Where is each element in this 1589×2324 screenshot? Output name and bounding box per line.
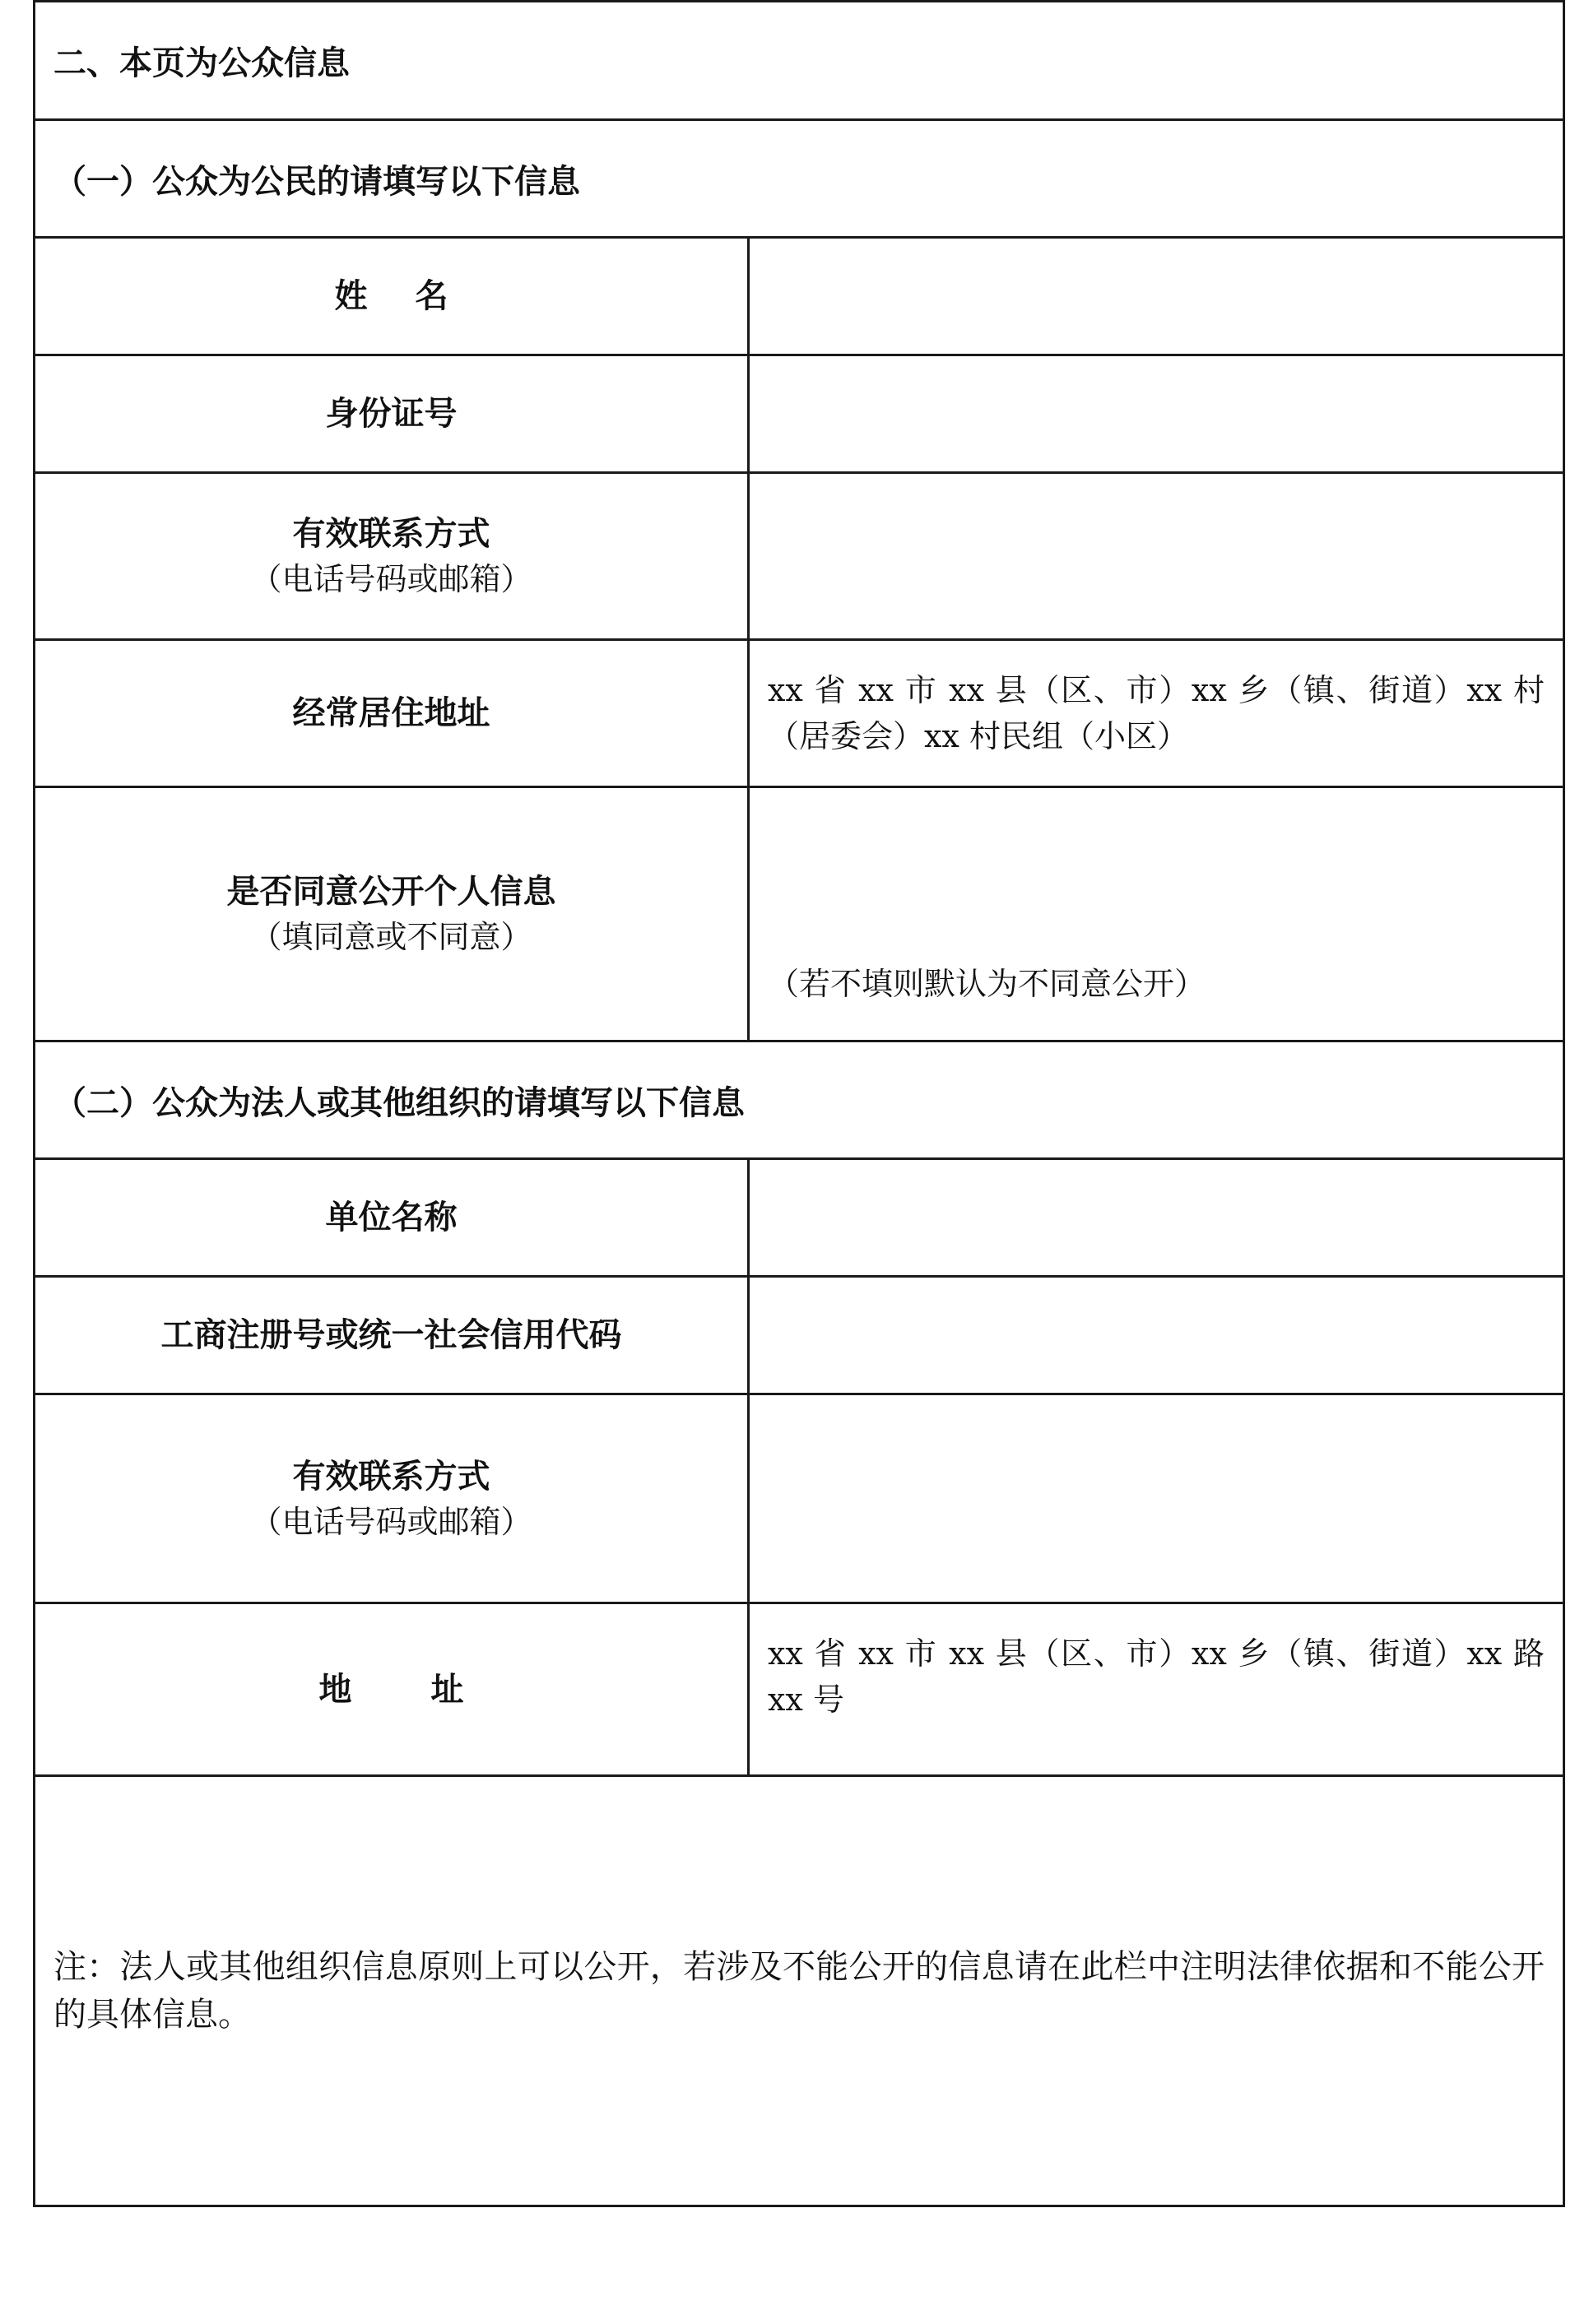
org-heading: （二）公众为法人或其他组织的请填写以下信息 — [35, 1041, 1564, 1159]
citizen-id-field[interactable] — [749, 355, 1564, 473]
org-reg-label: 工商注册号或统一社会信用代码 — [160, 1315, 622, 1354]
citizen-consent-label: 是否同意公开个人信息 — [226, 872, 556, 911]
citizen-consent-label-cell — [35, 787, 749, 1041]
org-address-field[interactable]: xx 省 xx 市 xx 县（区、市）xx 乡（镇、街道）xx 路 xx 号 — [749, 1603, 1564, 1776]
citizen-contact-label: 有效联系方式 — [292, 514, 490, 553]
org-address-label-cell — [35, 1603, 749, 1776]
citizen-consent-sublabel: （填同意或不同意） — [250, 919, 532, 955]
citizen-contact-label-cell — [35, 473, 749, 640]
public-info-form — [33, 0, 1565, 2207]
citizen-contact-field[interactable] — [749, 473, 1564, 640]
citizen-name-label: 姓名 — [334, 276, 496, 315]
citizen-id-label-cell — [35, 355, 749, 473]
org-contact-sublabel: （电话号码或邮箱） — [250, 1503, 532, 1540]
citizen-contact-sublabel: （电话号码或邮箱） — [250, 561, 532, 597]
org-unit-label-cell — [35, 1159, 749, 1277]
citizen-heading: （一）公众为公民的请填写以下信息 — [35, 120, 1564, 238]
citizen-address-field[interactable]: xx 省 xx 市 xx 县（区、市）xx 乡（镇、街道）xx 村（居委会）xx 村民组（小区） — [749, 640, 1564, 787]
citizen-address-label: 经常居住地址 — [292, 693, 490, 732]
org-unit-label: 单位名称 — [325, 1198, 458, 1236]
org-contact-label-cell — [35, 1394, 749, 1603]
section-title: 二、本页为公众信息 — [35, 2, 1564, 120]
citizen-name-field[interactable] — [749, 238, 1564, 355]
citizen-id-label: 身份证号 — [325, 394, 458, 433]
org-contact-label: 有效联系方式 — [292, 1456, 490, 1496]
org-contact-field[interactable] — [749, 1394, 1564, 1603]
citizen-address-label-cell — [35, 640, 749, 787]
org-note-field[interactable]: 注：法人或其他组织信息原则上可以公开，若涉及不能公开的信息请在此栏中注明法律依据和不能公开的具体信息。 — [35, 1776, 1564, 2206]
org-reg-field[interactable] — [749, 1277, 1564, 1394]
org-reg-label-cell — [35, 1277, 749, 1394]
citizen-consent-field[interactable]: （若不填则默认为不同意公开） — [749, 787, 1564, 1041]
org-unit-field[interactable] — [749, 1159, 1564, 1277]
citizen-name-label-cell — [35, 238, 749, 355]
org-address-label: 地址 — [318, 1669, 543, 1709]
